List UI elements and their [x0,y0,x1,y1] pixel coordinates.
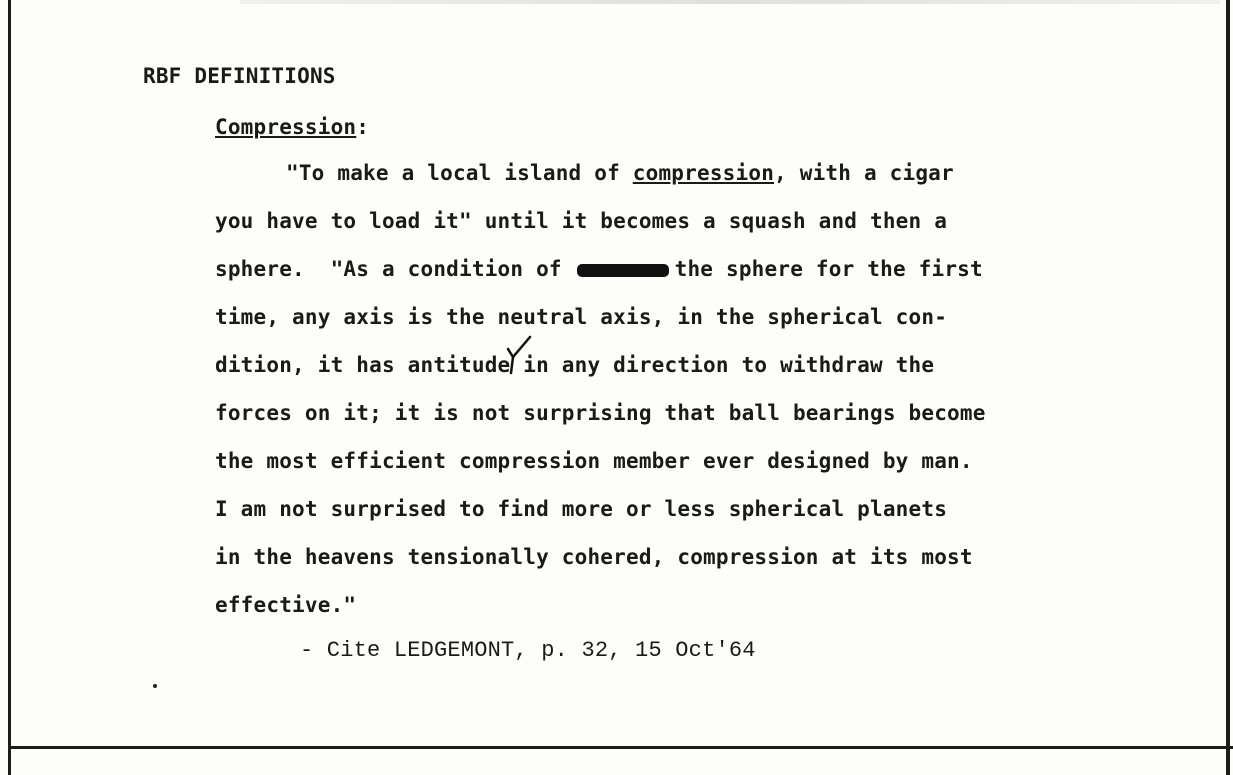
stray-dot [153,684,157,688]
quote-line-6: forces on it; it is not surprising that ball bearings become [215,401,986,425]
quote-line-8: I am not surprised to find more or less spherical planets [215,497,948,521]
quote-line-5: dition, it has antitude in any direction to withdraw the [215,353,935,377]
quote-line-1 [286,161,954,185]
quote-line-3-pre: sphere. "As a condition of [215,257,562,281]
quote-line-9: in the heavens tensionally cohered, compression at its most [215,545,973,569]
section-title-colon: : [356,115,370,139]
quote-line-3-post: the sphere for the first [674,257,983,281]
quote-line-7: the most efficient compression member ever designed by man. [215,449,973,473]
quote-line-3 [215,257,983,281]
card-border-left [8,0,11,775]
quote-line-1-underlined: compression [632,161,775,185]
card-border-bottom [8,746,1233,749]
card-top-edge [240,0,1220,4]
document-heading: RBF DEFINITIONS [143,64,336,88]
quote-line-2: you have to load it" until it becomes a squash and then a [215,209,948,233]
card-border-right [1226,0,1230,775]
redaction-mark [577,264,669,277]
quote-line-4: time, any axis is the neutral axis, in the spherical con- [215,305,948,329]
quote-line-10: effective." [215,593,357,617]
citation: - Cite LEDGEMONT, p. 32, 15 Oct'64 [300,638,756,663]
handwritten-correction-mark [506,335,532,375]
quote-line-1-pre: "To make a local island of [286,161,633,185]
section-title [215,115,369,139]
section-title-text: Compression [215,115,357,139]
quote-line-1-post: , with a cigar [774,161,954,185]
